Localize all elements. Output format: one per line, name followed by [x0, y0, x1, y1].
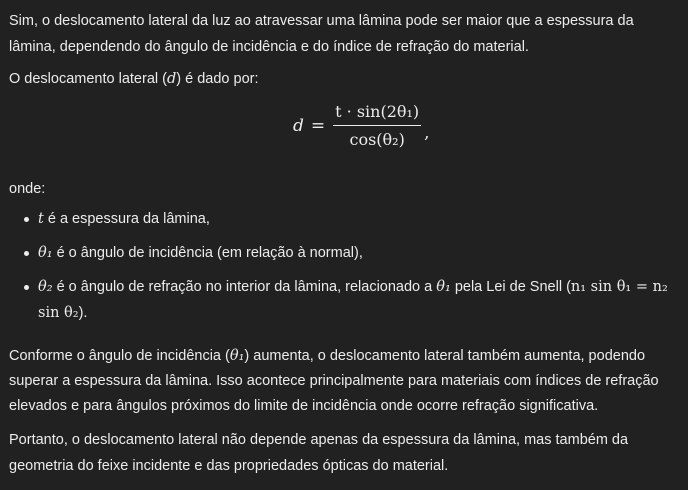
conforme-paragraph: [9, 344, 680, 419]
equation-trail: ,: [424, 122, 430, 143]
bullet-icon: [24, 285, 29, 290]
equation-equals: =: [310, 115, 326, 136]
snell-law-expression: n₁ sin θ₁ = n₂ sin θ₂: [38, 279, 668, 321]
symbol-theta2: θ₂: [38, 279, 53, 295]
formula-lead-var: d: [166, 71, 177, 87]
symbol-theta1-ref: θ₁: [436, 279, 451, 295]
formula-lead-paragraph: [9, 66, 680, 92]
bullet-icon: [24, 217, 29, 222]
equation-lhs: d: [293, 115, 304, 136]
equation-fraction: [333, 104, 421, 148]
equation-denominator: cos(θ₂): [349, 130, 405, 149]
list-item-text: é o ângulo de refração no interior da lâmina, relacionado a: [52, 279, 437, 295]
symbol-theta1-inline: θ₁: [229, 348, 245, 364]
symbol-t: t: [38, 211, 44, 227]
list-item-text: é o ângulo de incidência (em relação à normal),: [52, 245, 363, 261]
list-item-text: é a espessura da lâmina,: [43, 211, 210, 227]
portanto-paragraph: Portanto, o deslocamento lateral não depende apenas da espessura da lâmina, mas também da geometria do feixe incidente e das propriedades ópticas do material.: [9, 432, 629, 474]
conforme-after: ) aumenta, o deslocamento lateral também aumenta, podendo superar a espessura da lâmina. Isso acontece principalmente para materiais com índices de refração elevados e para ângulos próximos do limite de incidência onde ocorre refração significativa.: [9, 348, 659, 414]
conforme-before: Conforme o ângulo de incidência (: [9, 348, 230, 364]
list-item-thickness: [9, 206, 680, 232]
list-item-text-3: ).: [78, 305, 88, 321]
list-item-text-2: pela Lei de Snell (: [450, 279, 571, 295]
formula-lead-before: O deslocamento lateral (: [9, 71, 167, 87]
onde-label: onde:: [9, 181, 46, 197]
bullet-icon: [24, 251, 29, 256]
list-item-incidence: [9, 240, 680, 266]
lateral-displacement-equation: [293, 104, 430, 148]
equation-numerator: t · sin(2θ₁): [335, 102, 420, 121]
equation-block: [9, 96, 680, 170]
formula-lead-after: ) é dado por:: [176, 71, 259, 87]
intro-paragraph: Sim, o deslocamento lateral da luz ao atravessar uma lâmina pode ser maior que a espessura da lâmina, dependendo do ângulo de incidência e do índice de refração do material.: [9, 13, 634, 55]
symbol-theta1: θ₁: [38, 245, 53, 261]
variable-list: [9, 206, 680, 326]
list-item-refraction: [9, 274, 680, 326]
